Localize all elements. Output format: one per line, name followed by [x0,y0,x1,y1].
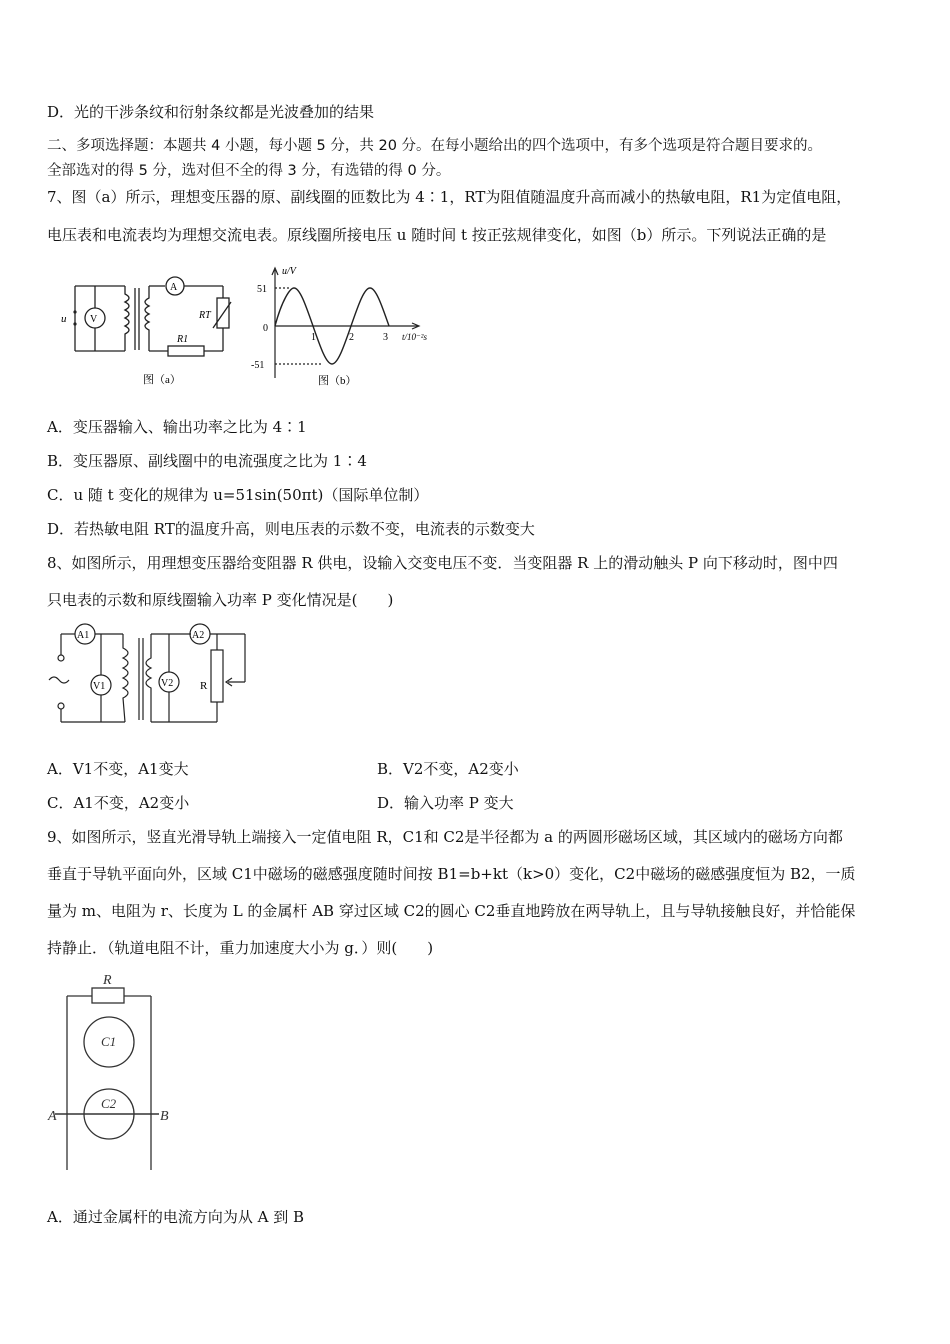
q8-a1-label: A1 [77,630,90,641]
q8-option-b[interactable]: B．V2不变，A2变小 [377,760,519,778]
q9-a-label: A [48,1109,57,1124]
q8-option-a[interactable]: A．V1不变，A1变大 [47,760,189,778]
q9-stem-line4: 持静止．（轨道电阻不计，重力加速度大小为 g．）则( ) [47,939,434,957]
q9-stem-line1: 9、如图所示，竖直光滑导轨上端接入一定值电阻 R，C1和 C2是半径都为 a 的两圆形磁场区域，其区域内的磁场方向都 [47,828,843,846]
q7-stem-line2: 电压表和电流表均为理想交流电表。原线圈所接电压 u 随时间 t 按正弦规律变化，如图（b）所示。下列说法正确的是 [47,226,827,244]
q7-stem-line1: 7、图（a）所示，理想变压器的原、副线圈的匝数比为 4∶1，RT为阻值随温度升高而减小的热敏电阻，R1为定值电阻， [47,188,852,206]
section-header-line2: 全部选对的得 5 分，选对但不全的得 3 分，有选错的得 0 分。 [47,163,451,179]
q9-stem-line2: 垂直于导轨平面向外，区域 C1中磁场的磁感强度随时间按 B1=b+kt（k>0）变化，C2中磁场的磁感强度恒为 B2，一质 [47,865,856,883]
q7b-x-tick-3: 3 [383,332,388,343]
q7-option-c[interactable]: C．u 随 t 变化的规律为 u=51sin(50πt)（国际单位制） [47,486,429,504]
q9-option-a[interactable]: A．通过金属杆的电流方向为从 A 到 B [47,1208,304,1226]
q7b-x-tick-1: 1 [311,332,316,343]
q7b-y-max: 51 [257,284,267,295]
q8-r-label: R [200,680,208,692]
q7b-origin: 0 [263,323,268,334]
q8-stem-line1: 8、如图所示，用理想变压器给变阻器 R 供电，设输入交变电压不变．当变阻器 R 上的滑动触头 P 向下移动时，图中四 [47,554,838,572]
q8-v1-label: V1 [93,681,106,692]
q7a-source-label: u [61,313,67,325]
q7-figure-a [55,266,245,396]
q7a-voltmeter-label: V [90,314,98,325]
q9-r-label: R [103,973,112,988]
q8-figure [45,620,265,730]
q8-a2-label: A2 [192,630,205,641]
q7b-x-tick-2: 2 [349,332,354,343]
q7a-r1-label: R1 [177,334,189,345]
q8-option-d[interactable]: D．输入功率 P 变大 [377,794,514,812]
q7b-caption: 图（b） [318,375,357,387]
q7-option-b[interactable]: B．变压器原、副线圈中的电流强度之比为 1∶4 [47,452,367,470]
q7a-ammeter-label: A [170,282,178,293]
q9-figure [45,970,185,1175]
q7a-caption: 图（a） [143,374,181,386]
q8-option-c[interactable]: C．A1不变，A2变小 [47,794,190,812]
q7b-y-label: u/V [282,266,296,277]
q9-b-label: B [160,1109,169,1124]
q7-option-d[interactable]: D．若热敏电阻 RT的温度升高，则电压表的示数不变，电流表的示数变大 [47,520,535,538]
q9-c2-label: C2 [101,1096,117,1111]
q7a-rt-label: RT [199,310,211,321]
prev-option-d: D．光的干涉条纹和衍射条纹都是光波叠加的结果 [47,103,375,121]
section-header-line1: 二、多项选择题：本题共 4 小题，每小题 5 分，共 20 分。在每小题给出的四个选项中，有多个选项是符合题目要求的。 [47,138,823,154]
q8-stem-line2: 只电表的示数和原线圈输入功率 P 变化情况是( ) [47,591,394,609]
q7-option-a[interactable]: A．变压器输入、输出功率之比为 4∶1 [47,418,307,436]
q9-stem-line3: 量为 m、电阻为 r、长度为 L 的金属杆 AB 穿过区域 C2的圆心 C2垂直地跨放在两导轨上，且与导轨接触良好，并恰能保 [47,902,856,920]
q7b-x-label: t/10⁻²s [402,332,427,342]
q9-c1-label: C1 [101,1034,117,1049]
q8-v2-label: V2 [161,678,174,689]
q7-figure-b [250,262,450,396]
q7b-y-min: -51 [251,360,265,371]
